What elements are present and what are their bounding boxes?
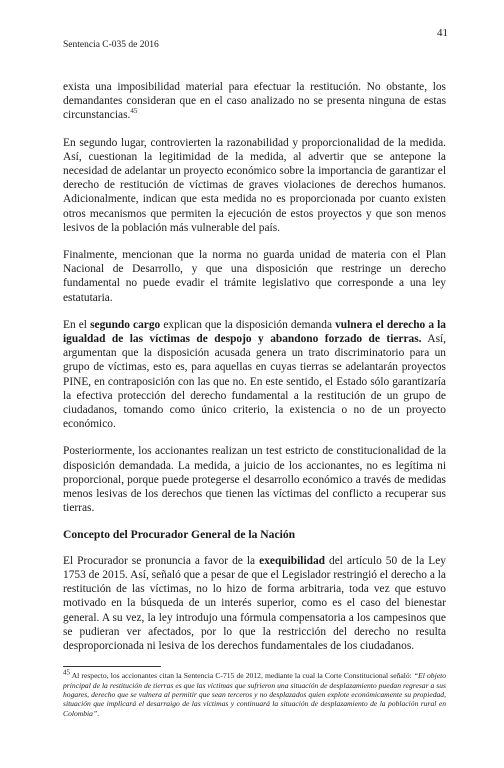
footnote <box>63 668 446 718</box>
running-header: Sentencia C-035 de 2016 <box>63 40 159 50</box>
paragraph-6 <box>63 554 446 653</box>
page-number: 41 <box>437 27 448 39</box>
p6-part: del artículo 50 de la Ley 1753 de 2015. Así, señaló que a pesar de que el Legislador restringió el derecho a la restitución de las víctimas, no lo hizo de forma arbitraria, toda vez que estuvo motivado en la búsqueda de un interés superior, como es el caso del bienestar general. A su vez, la ley introdujo una fórmula compensatoria a los campesinos que se pudieran ver afectados, por lo que la restricción del derecho no resulta desproporcionada ni lesiva de los derechos fundamentales de los ciudadanos. <box>63 554 446 652</box>
footnote-tail: . <box>97 708 100 718</box>
paragraph-5: Posteriormente, los accionantes realizan un test estricto de constitucionalidad de la disposición demandada. La medida, a juicio de los accionantes, no es legítima ni proporcional, porque puede protegerse el desarrollo económico a través de medidas menos lesivas de los derechos que tienen las víctimas del conflicto a recuperar sus tierras. <box>63 445 446 515</box>
footnote-separator <box>63 666 161 667</box>
paragraph-1 <box>63 80 446 123</box>
p6-part: El Procurador se pronuncia a favor de la <box>63 554 260 567</box>
page-body <box>63 80 446 718</box>
p4-part: En el <box>63 318 91 331</box>
p4-part: Así, argumentan que la disposición acusada genera un trato discriminatorio para un grupo de víctimas, esto es, para aquellas en cuyas tierras se adelantarán proyectos PINE, en contraposición con las que no. En este sentido, el Estado sólo garantizaría la efectiva protección del derecho fundamental a la restitución de un grupo de ciudadanos, tomando como único criterio, la existencia o no de un proyecto económico. <box>63 333 447 431</box>
equality-claim: vulnera el derecho a la igualdad de las víctimas de despojo y abandono forzado de tierras. <box>63 318 446 346</box>
exequibility-term: exequibilidad <box>259 554 325 567</box>
footnote-ref[interactable]: 45 <box>130 107 138 116</box>
footnote-lead: Al respecto, los accionantes citan la Sentencia C-715 de 2012, mediante la cual la Corte Constitucional señaló: <box>70 671 414 681</box>
paragraph-1-text: exista una imposibilidad material para efectuar la restitución. No obstante, los demandantes consideran que en el caso analizado no se presenta ninguna de estas circunstancias. <box>63 81 446 122</box>
p4-part: explican que la disposición demanda <box>160 318 336 331</box>
paragraph-3: Finalmente, mencionan que la norma no guarda unidad de materia con el Plan Nacional de Desarrollo, y que una disposición que restringe un derecho fundamental no puede evadir el trámite legislativo que corresponde a una ley estatutaria. <box>63 249 446 304</box>
section-heading: Concepto del Procurador General de la Nación <box>63 528 296 542</box>
second-charge-label: segundo cargo <box>90 318 161 331</box>
paragraph-2: En segundo lugar, controvierten la razonabilidad y proporcionalidad de la medida. Así, cuestionan la legitimidad de la medida, al advertir que se antepone la necesidad de adelantar un proyecto económico sobre la importancia de garantizar el derecho de restitución de víctimas de graves violaciones de derechos humanos. Adicionalmente, indican que esta medida no es proporcionada por cuanto existen otros mecanismos que permiten la ejecución de estos proyectos y que son menos lesivos de la población más vulnerable del país. <box>63 136 446 234</box>
footnote-quote: “El objeto principal de la restitución de tierras es que las víctimas que sufrieron una situación de desplazamiento puedan regresar a sus hogares, derecho que se vulnera al permitir que sean terceros y no desplazados quien explote económicamente su propiedad, situación que implicará el desarraigo de las víctimas y continuará la situación de desplazamiento de la población rural en Colombia” <box>63 671 446 718</box>
paragraph-4 <box>63 318 446 432</box>
footnote-number: 45 <box>63 668 70 677</box>
